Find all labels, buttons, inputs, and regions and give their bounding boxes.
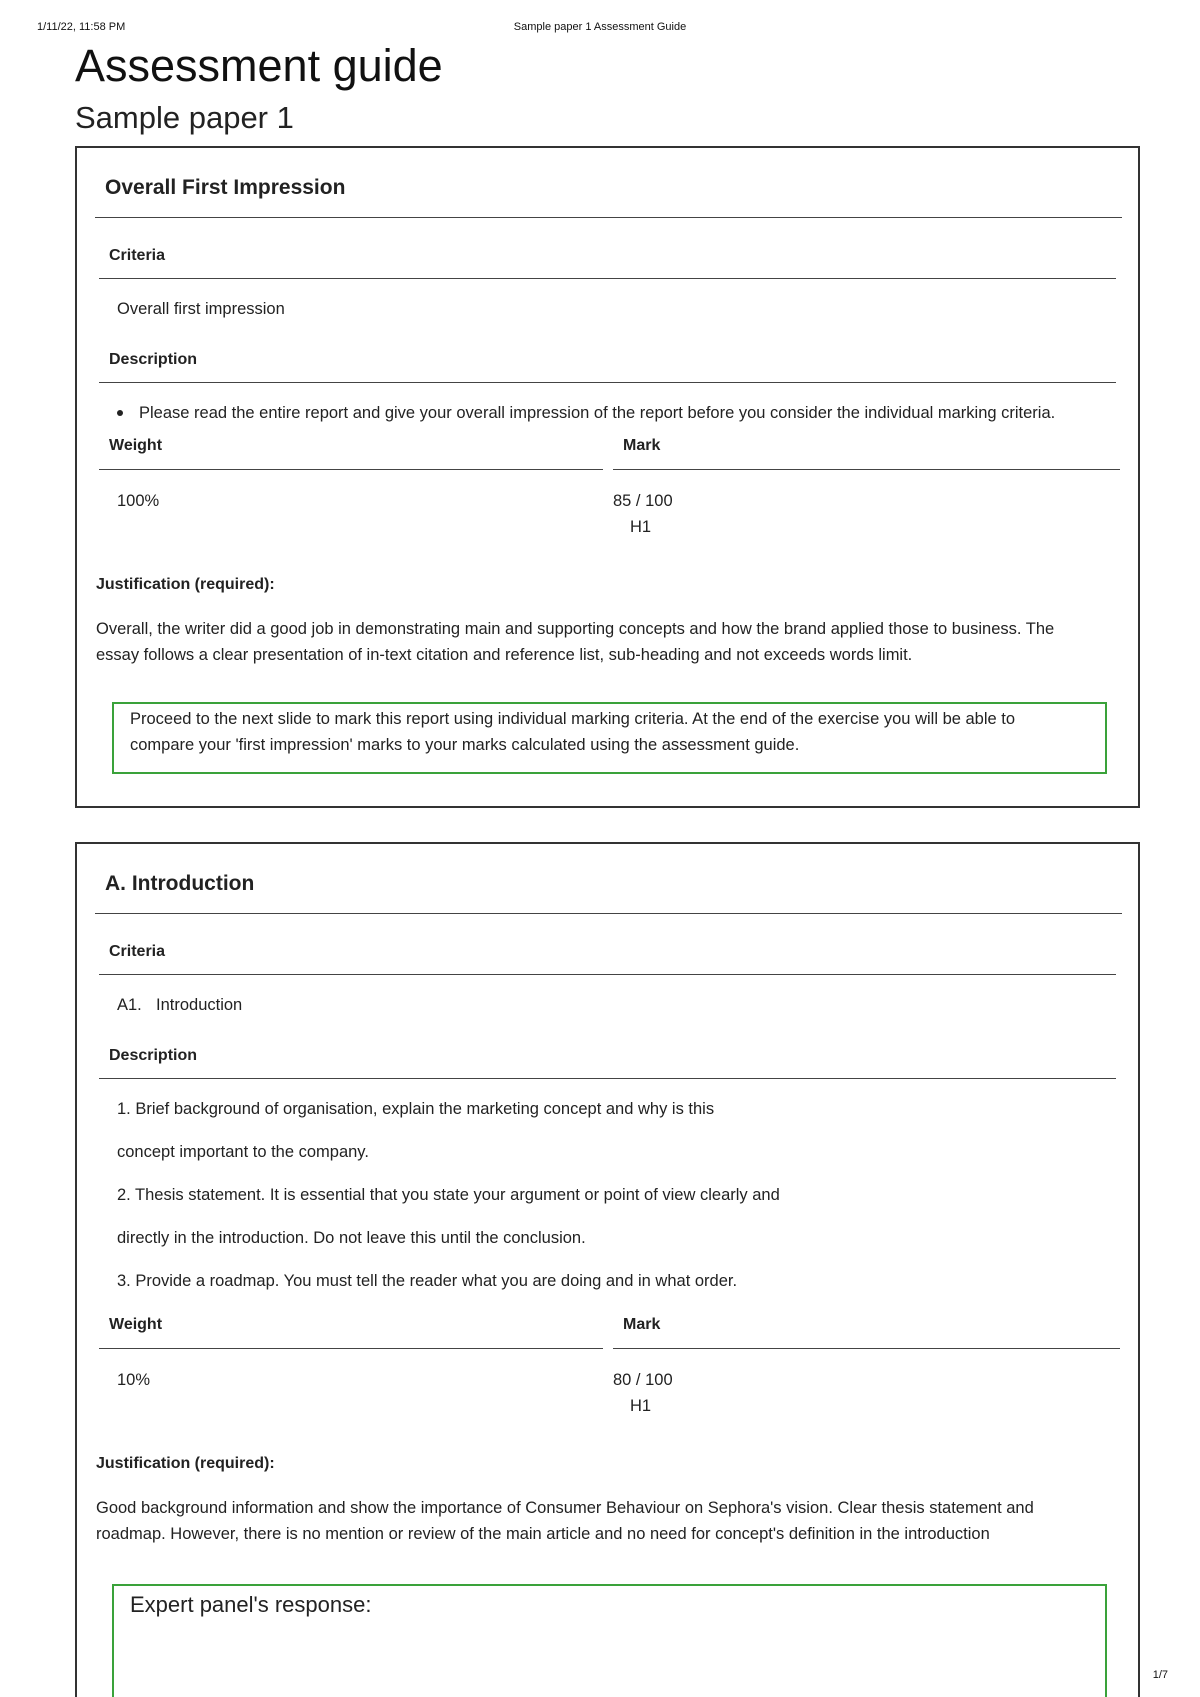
overall-impression-card <box>75 146 1140 808</box>
justification-label: Justification (required): <box>96 1455 275 1472</box>
justification-line-1: Good background information and show the importance of Consumer Behaviour on Sephora's vision. Clear thesis statement and <box>96 1499 1034 1517</box>
divider <box>613 1348 1120 1349</box>
mark-value: 80 / 100 <box>613 1371 673 1389</box>
criteria-value: Overall first impression <box>117 300 285 318</box>
weight-value: 100% <box>117 492 160 510</box>
description-line: 2. Thesis statement. It is essential that you state your argument or point of view clearly and <box>117 1186 780 1204</box>
mark-label: Mark <box>623 437 661 454</box>
justification-label: Justification (required): <box>96 576 275 593</box>
divider <box>99 278 1116 279</box>
page-number: 1/7 <box>1152 1669 1168 1681</box>
section-heading: Overall First Impression <box>105 176 346 199</box>
divider <box>99 382 1116 383</box>
divider <box>613 469 1120 470</box>
weight-label: Weight <box>109 437 163 454</box>
print-datetime: 1/11/22, 11:58 PM <box>37 21 126 33</box>
description-line: concept important to the company. <box>117 1143 369 1161</box>
notice-line-1: Proceed to the next slide to mark this report using individual marking criteria. At the end of the exercise you will be able to <box>130 710 1016 728</box>
divider <box>99 469 603 470</box>
weight-value: 10% <box>117 1371 151 1389</box>
justification-line-2: roadmap. However, there is no mention or review of the main article and no need for concept's definition in the introduction <box>96 1525 990 1543</box>
mark-value: 85 / 100 <box>613 492 673 510</box>
expert-response-box <box>112 1584 1107 1697</box>
justification-line-2: essay follows a clear presentation of in-text citation and reference list, sub-heading and not exceeds words limit. <box>96 646 913 664</box>
description-label: Description <box>109 1047 198 1064</box>
notice-line-2: compare your 'first impression' marks to your marks calculated using the assessment guide. <box>130 736 800 754</box>
justification-line-1: Overall, the writer did a good job in demonstrating main and supporting concepts and how the brand applied those to business. The <box>96 620 1055 638</box>
criteria-number: A1. <box>117 996 142 1014</box>
mark-grade: H1 <box>630 518 652 536</box>
page-title: Assessment guide <box>75 40 443 91</box>
divider <box>99 1078 1116 1079</box>
bullet-icon <box>117 410 123 416</box>
description-line: 1. Brief background of organisation, explain the marketing concept and why is this <box>117 1100 715 1118</box>
divider <box>95 217 1122 218</box>
weight-label: Weight <box>109 1316 163 1333</box>
print-doc-title: Sample paper 1 Assessment Guide <box>513 21 687 33</box>
page-subtitle: Sample paper 1 <box>75 100 294 135</box>
description-line: directly in the introduction. Do not leave this until the conclusion. <box>117 1229 586 1247</box>
next-slide-notice <box>112 702 1107 774</box>
criteria-label: Criteria <box>109 247 166 264</box>
mark-label: Mark <box>623 1316 661 1333</box>
expert-heading: Expert panel's response: <box>130 1592 372 1617</box>
divider <box>99 974 1116 975</box>
divider <box>99 1348 603 1349</box>
section-heading: A. Introduction <box>105 872 255 895</box>
mark-grade: H1 <box>630 1397 652 1415</box>
criteria-label: Criteria <box>109 943 166 960</box>
criteria-value: Introduction <box>156 996 243 1014</box>
introduction-card <box>75 842 1140 1697</box>
description-text: Please read the entire report and give your overall impression of the report before you consider the individual marking criteria. <box>139 404 1056 422</box>
description-label: Description <box>109 351 198 368</box>
divider <box>95 913 1122 914</box>
description-line: 3. Provide a roadmap. You must tell the reader what you are doing and in what order. <box>117 1272 738 1290</box>
